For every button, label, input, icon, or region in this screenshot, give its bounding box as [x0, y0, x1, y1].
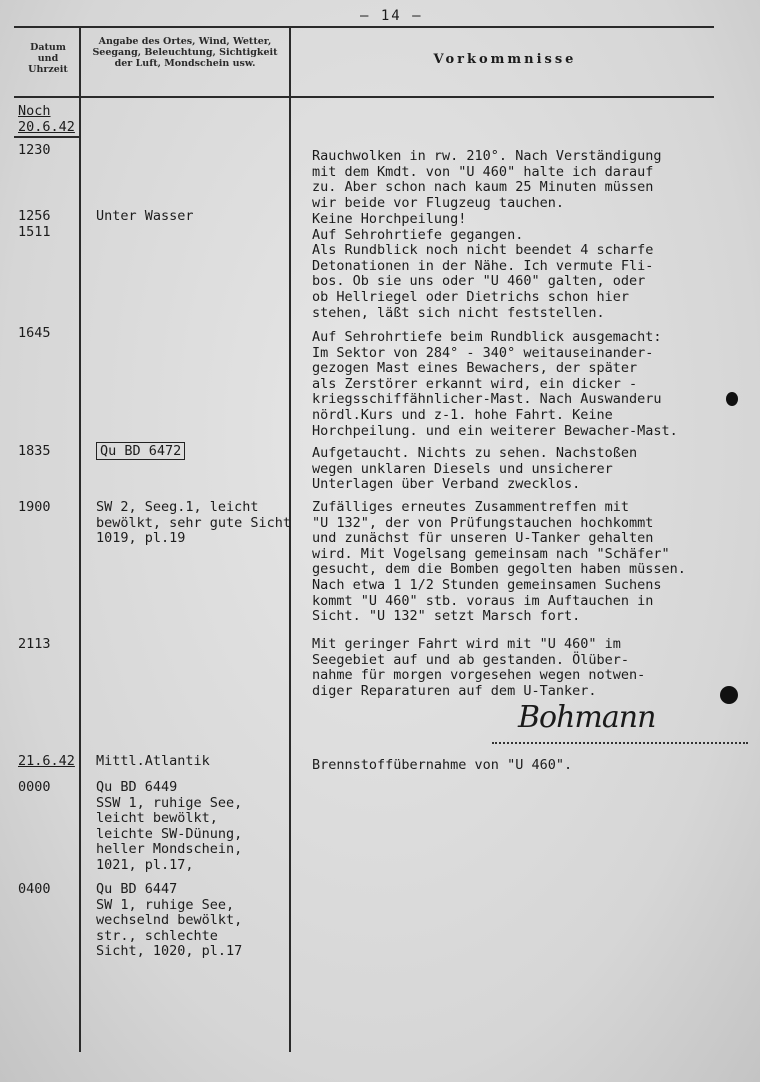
date-header: Noch 20.6.42: [18, 103, 75, 135]
entry-place: Mittl.Atlantik: [96, 753, 210, 769]
entry-event: Zufälliges erneutes Zusammentreffen mit "U 132", der von Prüfungstauchen hochkommt und zunächst für unseren U-Tanker gehalten wird. Mit Vogelsang gemeinsam nach "Schäfer" gesucht, dem die Bomben gegolten haben müssen. Nach etwa 1 1/2 Stunden gemeinsamen Suchens kommt "U 460" stb. voraus im Auftauchen in Sicht. "U 132" setzt Marsch fort.: [312, 499, 686, 625]
header-top-rule: [14, 26, 714, 28]
column-header-place: Angabe des Ortes, Wind, Wetter, Seegang, Beleuchtung, Sichtigkeit der Luft, Mondschein usw.: [92, 36, 278, 69]
signature-dotted-line: [492, 742, 748, 744]
entry-place: SW 2, Seeg.1, leicht bewölkt, sehr gute Sicht 1019, pl.19: [96, 499, 292, 547]
column-header-events: Vorkommnisse: [433, 52, 577, 67]
entry-time: 1835: [18, 443, 51, 459]
scan-spot: [720, 686, 738, 704]
entry-event: Auf Sehrohrtiefe beim Rundblick ausgemacht: Im Sektor von 284° - 340° weitauseinander- gezogen Mast eines Bewachers, der später als Zerstörer erkannt wird, ein dicker - kriegsschiffähnlicher-Mast. Nach Auswanderu nördl.Kurs und z-1. hohe Fahrt. Keine Horchpeilung. und ein weiterer Bewacher-Mast.: [312, 329, 678, 439]
entry-time: 1645: [18, 325, 51, 341]
column-divider-1: [79, 26, 81, 1052]
column-header-date: Datum und Uhrzeit: [28, 42, 68, 75]
entry-time: 0000: [18, 779, 51, 795]
entry-place: Qu BD 6449 SSW 1, ruhige See, leicht bewölkt, leichte SW-Dünung, heller Mondschein, 1021, pl.17,: [96, 779, 243, 873]
entry-event: Keine Horchpeilung! Auf Sehrohrtiefe gegangen. Als Rundblick noch nicht beendet 4 scharfe Detonationen in der Nähe. Ich vermute Fli- bos. Ob sie uns oder "U 460" galten, oder ob Hellriegel oder Dietrichs schon hier stehen, läßt sich nicht feststellen.: [312, 211, 654, 321]
signature: Bohmann: [518, 700, 656, 735]
date-underline: [14, 136, 80, 138]
page-number: — 14 —: [360, 8, 423, 24]
entry-time: 2113: [18, 636, 51, 652]
entry-event: Rauchwolken in rw. 210°. Nach Verständigung mit dem Kmdt. von "U 460" halte ich darauf zu. Aber schon nach kaum 25 Minuten müssen wir beide vor Flugzeug tauchen.: [312, 148, 662, 211]
entry-time: 1230: [18, 142, 51, 158]
entry-place: [96, 444, 185, 460]
header-bottom-rule: [14, 96, 714, 98]
grid-square-box: Qu BD 6472: [96, 442, 185, 460]
entry-event: Aufgetaucht. Nichts zu sehen. Nachstoßen wegen unklaren Diesels und unsicherer Unterlagen über Verband zwecklos.: [312, 445, 638, 493]
entry-event: Brennstoffübernahme von "U 460".: [312, 757, 573, 773]
entry-time: 0400: [18, 881, 51, 897]
entry-place: Unter Wasser: [96, 208, 194, 224]
date-header: 21.6.42: [18, 753, 75, 769]
entry-place: Qu BD 6447 SW 1, ruhige See, wechselnd bewölkt, str., schlechte Sicht, 1020, pl.17: [96, 881, 243, 960]
entry-time: 1256 1511: [18, 208, 51, 240]
scan-spot: [726, 392, 738, 406]
entry-time: 1900: [18, 499, 51, 515]
entry-event: Mit geringer Fahrt wird mit "U 460" im Seegebiet auf und ab gestanden. Ölüber- nahme für morgen vorgesehen wegen notwen- diger Reparaturen auf dem U-Tanker.: [312, 636, 646, 699]
